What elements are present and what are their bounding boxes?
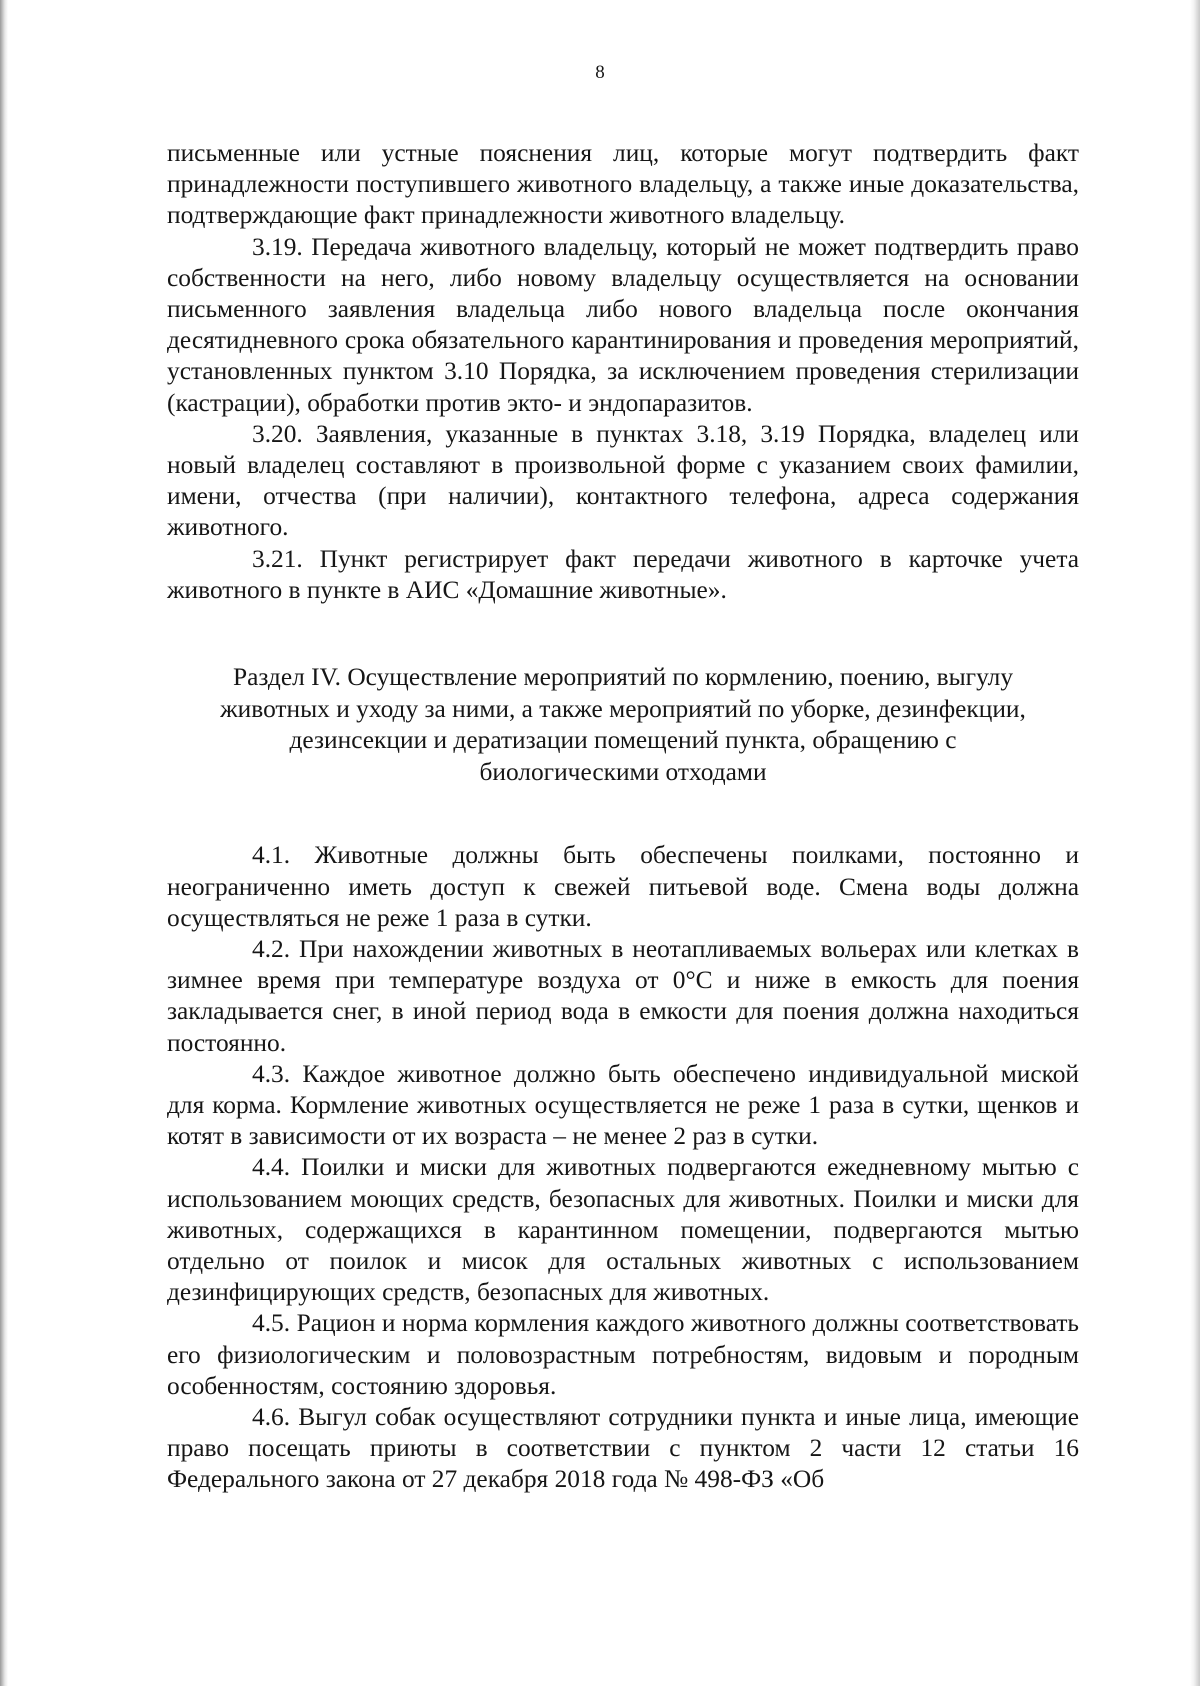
paragraph-3-19: 3.19. Передача животного владельцу, который не может подтвердить право собственности на него, либо новому владельцу осуществляется на основании письменного заявления владельца либо нового владельца после окончания десятидневного срока обязательного карантинирования и проведения мероприятий, установленных пунктом 3.10 Порядка, за исключением проведения стерилизации (кастрации), обработки против экто- и эндопаразитов. xyxy=(167,232,1079,417)
section-4-heading-line: дезинсекции и дератизации помещений пункта, обращению с xyxy=(289,726,957,755)
paragraph-3-18-continuation: письменные или устные пояснения лиц, которые могут подтвердить факт принадлежности поступившего животного владельцу, а также иные доказательства, подтверждающие факт принадлежности животного владельцу. xyxy=(167,139,1079,230)
scan-edge-left xyxy=(0,0,8,1686)
page-number: 8 xyxy=(595,62,605,83)
paragraph-4-2: 4.2. При нахождении животных в неотапливаемых вольерах или клетках в зимнее время при температуре воздуха от 0°С и ниже в емкость для поения закладывается снег, в иной период вода в емкости для поения должна находиться постоянно. xyxy=(167,935,1079,1057)
paragraph-4-5: 4.5. Рацион и норма кормления каждого животного должны соответствовать его физиологическим и половозрастным потребностям, видовым и породным особенностям, состоянию здоровья. xyxy=(167,1309,1079,1400)
section-4-heading xyxy=(167,662,1079,788)
section-4-heading-line: Раздел IV. Осуществление мероприятий по кормлению, поению, выгулу xyxy=(232,663,1014,692)
paragraph-3-20: 3.20. Заявления, указанные в пунктах 3.18, 3.19 Порядка, владелец или новый владелец составляют в произвольной форме с указанием своих фамилии, имени, отчества (при наличии), контактного телефона, адреса содержания животного. xyxy=(167,419,1079,542)
paragraph-3-21: 3.21. Пункт регистрирует факт передачи животного в карточке учета животного в пункте в АИС «Домашние животные». xyxy=(167,544,1079,604)
paragraph-4-1: 4.1. Животные должны быть обеспечены поилками, постоянно и неограниченно иметь доступ к свежей питьевой воде. Смена воды должна осуществляться не реже 1 раза в сутки. xyxy=(167,841,1079,932)
paragraph-4-4: 4.4. Поилки и миски для животных подвергаются ежедневному мытью с использованием моющих средств, безопасных для животных. Поилки и миски для животных, содержащихся в карантинном помещении, подвергаются мытью отдельно от поилок и мисок для остальных животных с использованием дезинфицирующих средств, безопасных для животных. xyxy=(167,1153,1079,1307)
section-4-heading-line: животных и уходу за ними, а также мероприятий по уборке, дезинфекции, xyxy=(220,694,1026,723)
paragraph-4-3: 4.3. Каждое животное должно быть обеспечено индивидуальной миской для корма. Кормление животных осуществляется не реже 1 раза в сутки, щенков и котят в зависимости от их возраста – не менее 2 раз в сутки. xyxy=(167,1059,1079,1151)
paragraph-4-6: 4.6. Выгул собак осуществляют сотрудники пункта и иные лица, имеющие право посещать приюты в соответствии с пунктом 2 части 12 статьи 16 Федерального закона от 27 декабря 2018 года № 498-ФЗ «Об xyxy=(167,1403,1079,1494)
scan-edge-right xyxy=(1190,0,1200,1686)
section-4-heading-line: биологическими отходами xyxy=(479,757,767,786)
document-body xyxy=(167,138,1079,1496)
